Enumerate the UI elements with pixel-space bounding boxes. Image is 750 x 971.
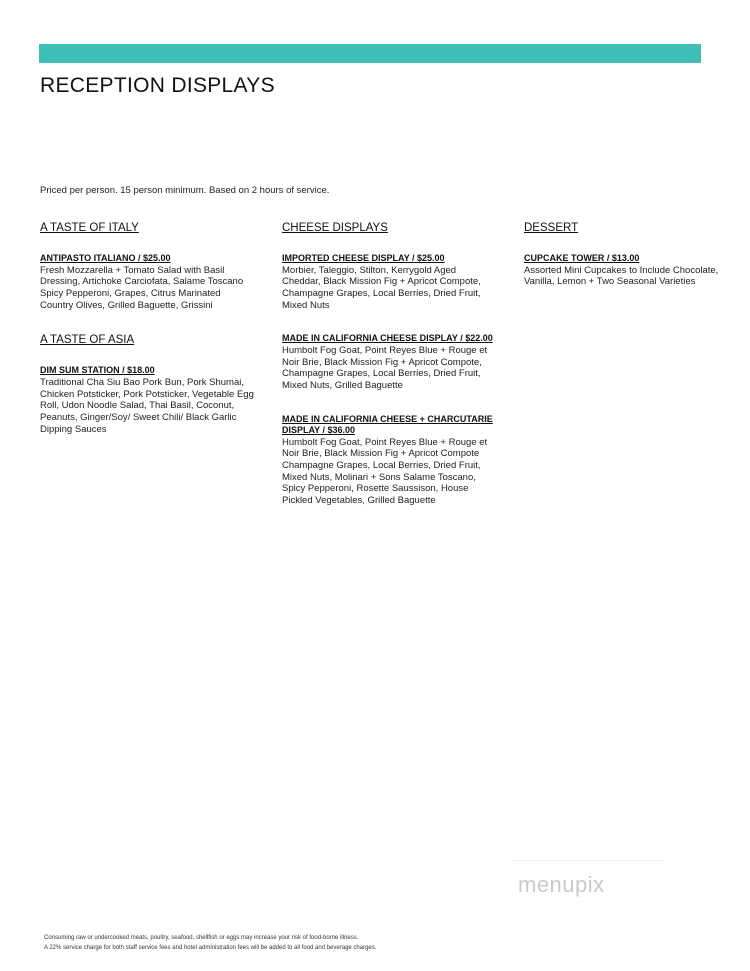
header-accent-bar (39, 44, 701, 63)
menu-item-title: CUPCAKE TOWER / $13.00 (524, 253, 640, 263)
menu-column-1 (40, 221, 255, 457)
section-heading: DESSERT (524, 222, 579, 234)
pricing-note: Priced per person. 15 person minimum. Based on 2 hours of service. (40, 185, 330, 196)
section-heading: A TASTE OF ITALY (40, 222, 139, 234)
menu-item-description: Traditional Cha Siu Bao Pork Bun, Pork Shumai, Chicken Potsticker, Pork Potsticker, Vegetable Egg Roll, Udon Noodle Salad, Thai Basil, Coconut, Peanuts, Ginger/Soy/ Sweet Chili/ Black Garlic Dipping Sauces (40, 376, 254, 435)
section-heading: A TASTE OF ASIA (40, 334, 135, 347)
section-cheese (282, 221, 497, 507)
menu-item-title: ANTIPASTO ITALIANO / $25.00 (40, 253, 171, 263)
menu-item (282, 253, 497, 311)
page-title: RECEPTION DISPLAYS (40, 74, 275, 97)
menu-item-description: Humbolt Fog Goat, Point Reyes Blue + Rouge et Noir Brie, Black Mission Fig + Apricot Compote, Champagne Grapes, Local Berries, Dried Fruit, Mixed Nuts, Grilled Baguette (282, 344, 488, 391)
menu-item-title: MADE IN CALIFORNIA CHEESE + CHARCUTARIE DISPLAY / $36.00 (282, 413, 493, 436)
footer-notes (44, 934, 376, 953)
menupix-watermark: menupix (518, 872, 605, 897)
menu-item (524, 253, 724, 288)
watermark-divider (514, 860, 664, 861)
section-asia (40, 333, 255, 435)
menu-item-title: DIM SUM STATION / $18.00 (40, 365, 155, 376)
menu-column-3 (524, 221, 724, 310)
footer-service-charge-note: A 22% service charge for both staff service fees and hotel administration fees will be added to all food and beverage charges. (44, 944, 377, 951)
menu-column-2 (282, 221, 497, 529)
section-dessert (524, 221, 724, 288)
menu-item (40, 365, 255, 435)
section-heading: CHEESE DISPLAYS (282, 222, 388, 234)
menu-item-description: Fresh Mozzarella + Tomato Salad with Basil Dressing, Artichoke Carciofata, Salame Toscano Spicy Pepperoni, Grapes, Citrus Marinated Country Olives, Grilled Baguette, Grissini (40, 264, 244, 311)
menu-item-title: MADE IN CALIFORNIA CHEESE DISPLAY / $22.00 (282, 333, 493, 344)
menu-item (282, 414, 497, 507)
menu-item-description: Morbier, Taleggio, Stilton, Kerrygold Aged Cheddar, Black Mission Fig + Apricot Compote, Champagne Grapes, Local Berries, Dried Fruit, Mixed Nuts (282, 264, 481, 311)
menu-item-description: Assorted Mini Cupcakes to Include Chocolate, Vanilla, Lemon + Two Seasonal Varieties (524, 264, 719, 288)
menu-item-title: IMPORTED CHEESE DISPLAY / $25.00 (282, 253, 445, 263)
section-italy (40, 221, 255, 311)
footer-raw-food-warning: Consuming raw or undercooked meats, poultry, seafood, shellfish or eggs may increase your risk of food-borne illness. (44, 935, 359, 941)
menu-item (282, 333, 497, 391)
menu-item (40, 253, 255, 311)
menu-item-description: Humbolt Fog Goat, Point Reyes Blue + Rouge et Noir Brie, Black Mission Fig + Apricot Compote Champagne Grapes, Local Berries, Dried Fruit, Mixed Nuts, Molinari + Sons Salame Toscano, Spicy Pepperoni, Rosette Saussison, House Pickled Vegetables, Grilled Baguette (282, 436, 488, 507)
